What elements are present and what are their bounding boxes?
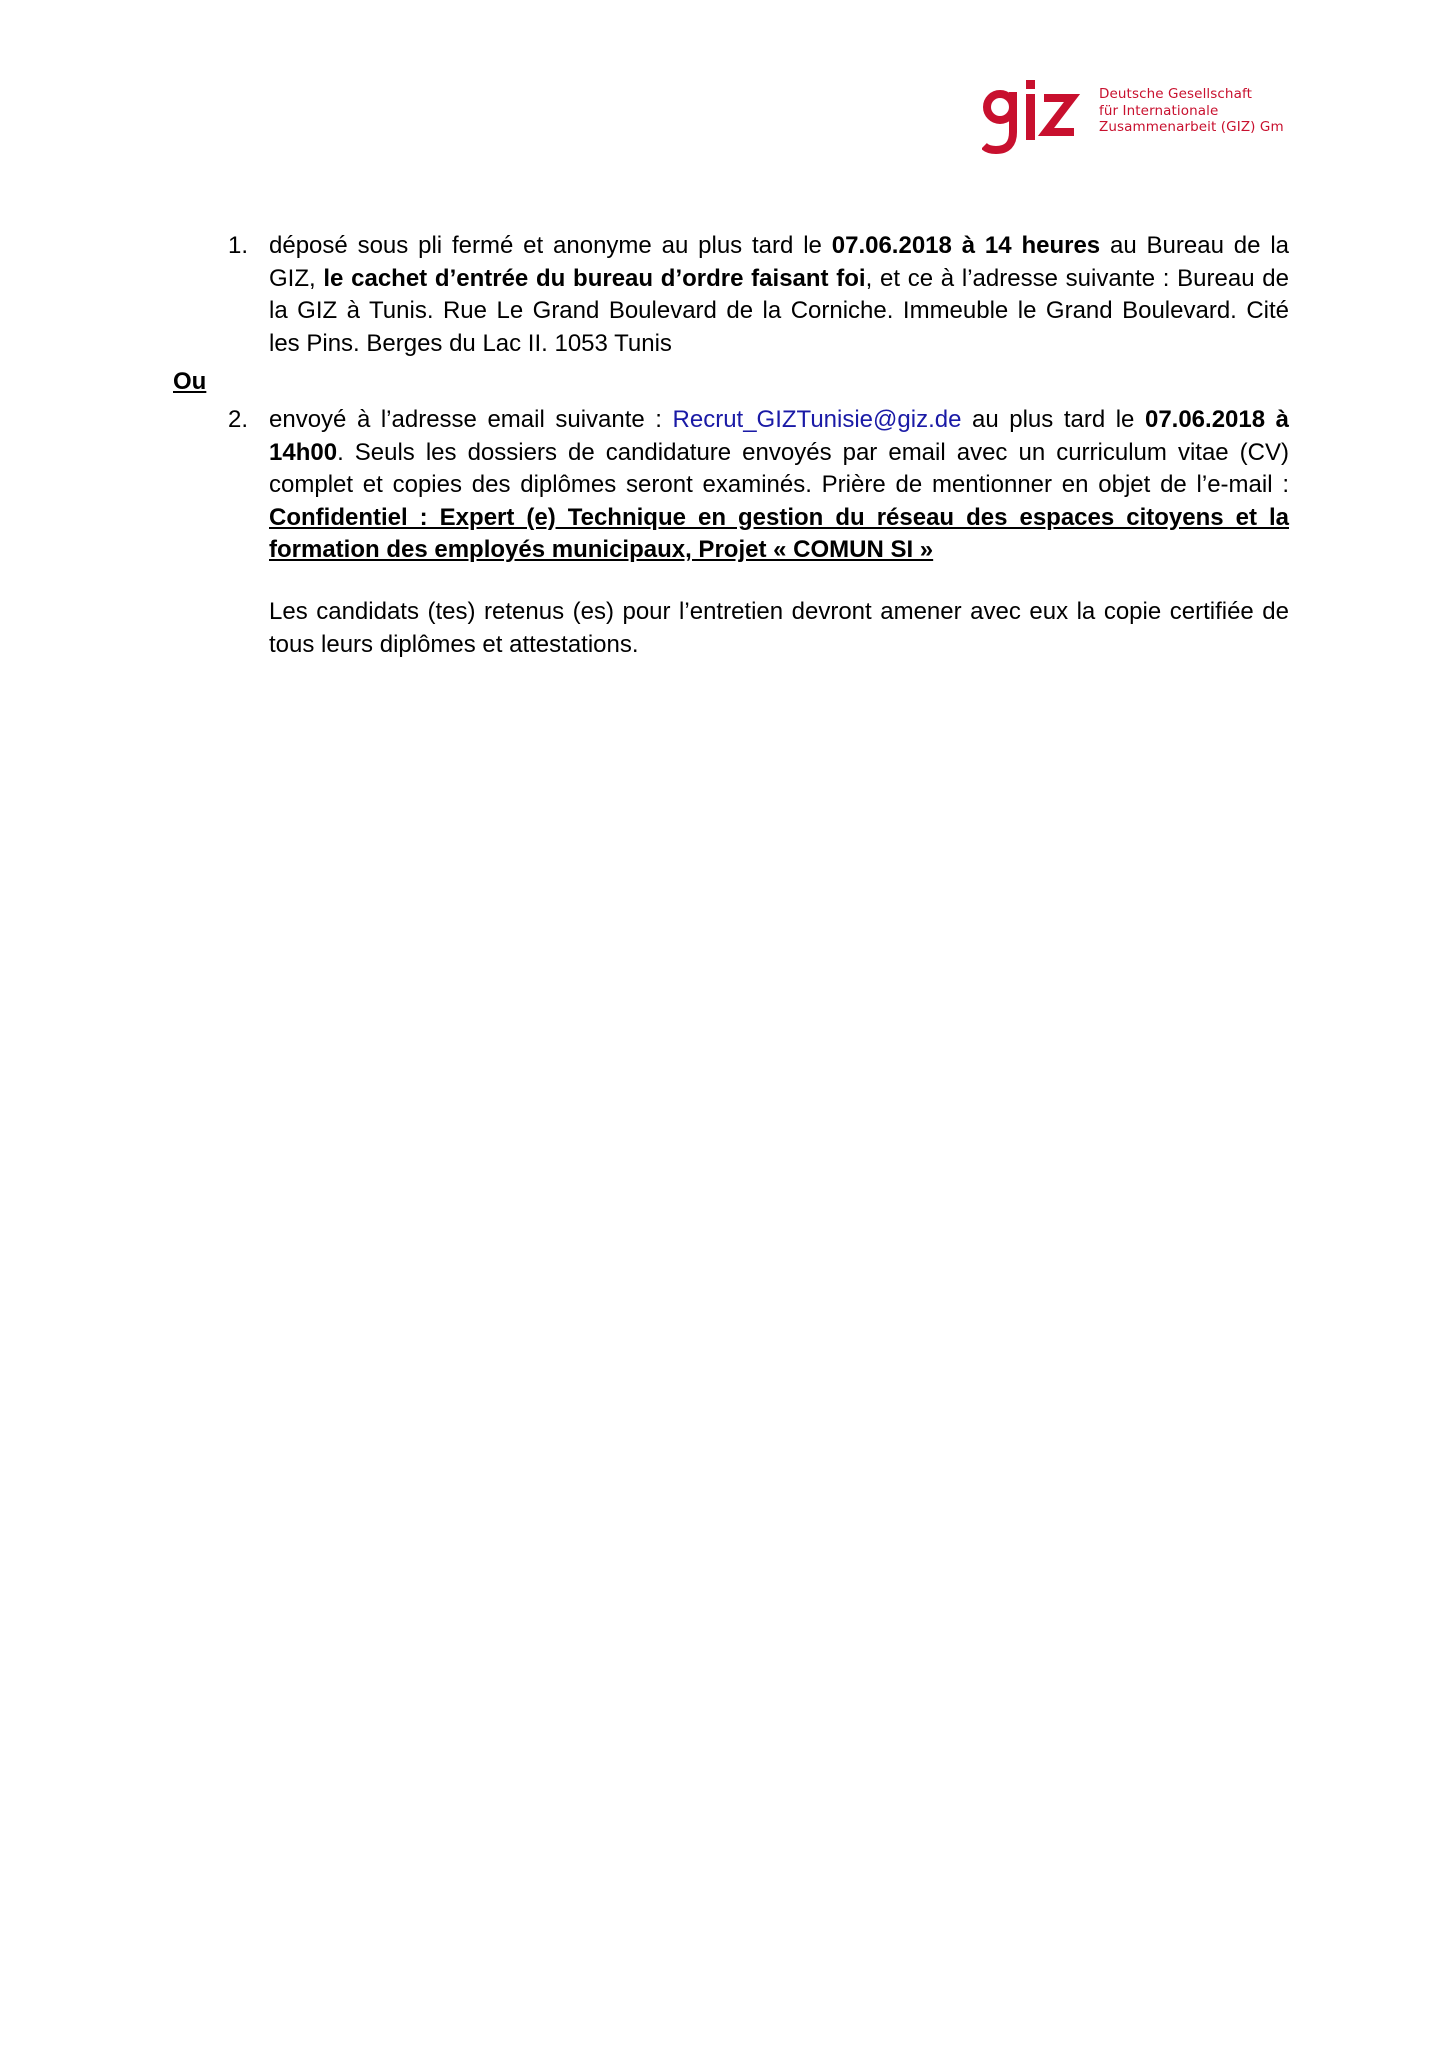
text-span: complet et copies des diplômes seront examinés. Prière de mentionner en objet de l’e-mail :	[269, 471, 1289, 498]
text-span: , et ce à l’adresse suivante : Bureau de	[865, 264, 1289, 292]
logo-line-1: Deutsche Gesellschaft	[1099, 86, 1252, 102]
text-span: tous leurs diplômes et attestations.	[269, 630, 639, 658]
text-span: envoyé à l’adresse email suivante :	[269, 406, 673, 433]
text-line	[269, 263, 1289, 296]
deadline-bold: 07.06.2018 à 14 heures	[831, 232, 1101, 259]
text-span: . Seuls les dossiers de candidature envoyés par email avec un curriculum vitae (CV)	[337, 438, 1289, 466]
text-span: les Pins. Berges du Lac II. 1053 Tunis	[269, 329, 672, 357]
text-line	[269, 328, 1289, 361]
closing-paragraph	[269, 596, 1289, 661]
list-item-number: 2.	[228, 406, 249, 433]
list-item-number: 1.	[228, 232, 249, 259]
stamp-bold: le cachet d’entrée du bureau d’ordre faisant foi	[323, 264, 866, 292]
list-item-text	[269, 404, 1289, 567]
text-span: la GIZ à Tunis. Rue Le Grand Boulevard de la Corniche. Immeuble le Grand Boulevard. Cité	[269, 297, 1289, 324]
text-line	[269, 502, 1289, 535]
text-span: déposé sous pli fermé et anonyme au plus tard le	[269, 232, 832, 259]
text-line	[269, 596, 1289, 629]
giz-logo	[982, 80, 1282, 160]
deadline-time-bold: 14h00	[269, 438, 338, 466]
list-item-text	[269, 230, 1289, 360]
giz-logo-text	[1099, 86, 1284, 136]
email-link[interactable]: Recrut_GIZTunisie@giz.de	[672, 406, 962, 433]
text-line	[269, 230, 1289, 263]
logo-line-2: für Internationale	[1099, 102, 1219, 119]
text-line	[269, 295, 1289, 328]
text-span: au plus tard le	[961, 406, 1145, 433]
giz-logo-mark	[982, 80, 1092, 160]
text-line	[269, 404, 1289, 437]
text-line	[269, 629, 1289, 662]
text-line	[269, 534, 1289, 567]
email-subject-line-2: formation des employés municipaux, Projet « COMUN SI »	[269, 536, 934, 563]
text-span: GIZ,	[269, 264, 324, 292]
text-span: Les candidats (tes) retenus (es) pour l’entretien devront amener avec eux la copie certifiée de	[269, 598, 1289, 625]
text-line	[269, 437, 1289, 470]
email-subject-line-1: Confidentiel : Expert (e) Technique en gestion du réseau des espaces citoyens et la	[269, 503, 1289, 531]
text-line	[269, 469, 1289, 502]
deadline-bold: 07.06.2018 à	[1144, 406, 1289, 433]
logo-line-3: Zusammenarbeit (GIZ) Gm	[1099, 119, 1284, 135]
text-span: au Bureau de la	[1100, 232, 1289, 259]
separator-ou: Ou	[173, 368, 207, 395]
